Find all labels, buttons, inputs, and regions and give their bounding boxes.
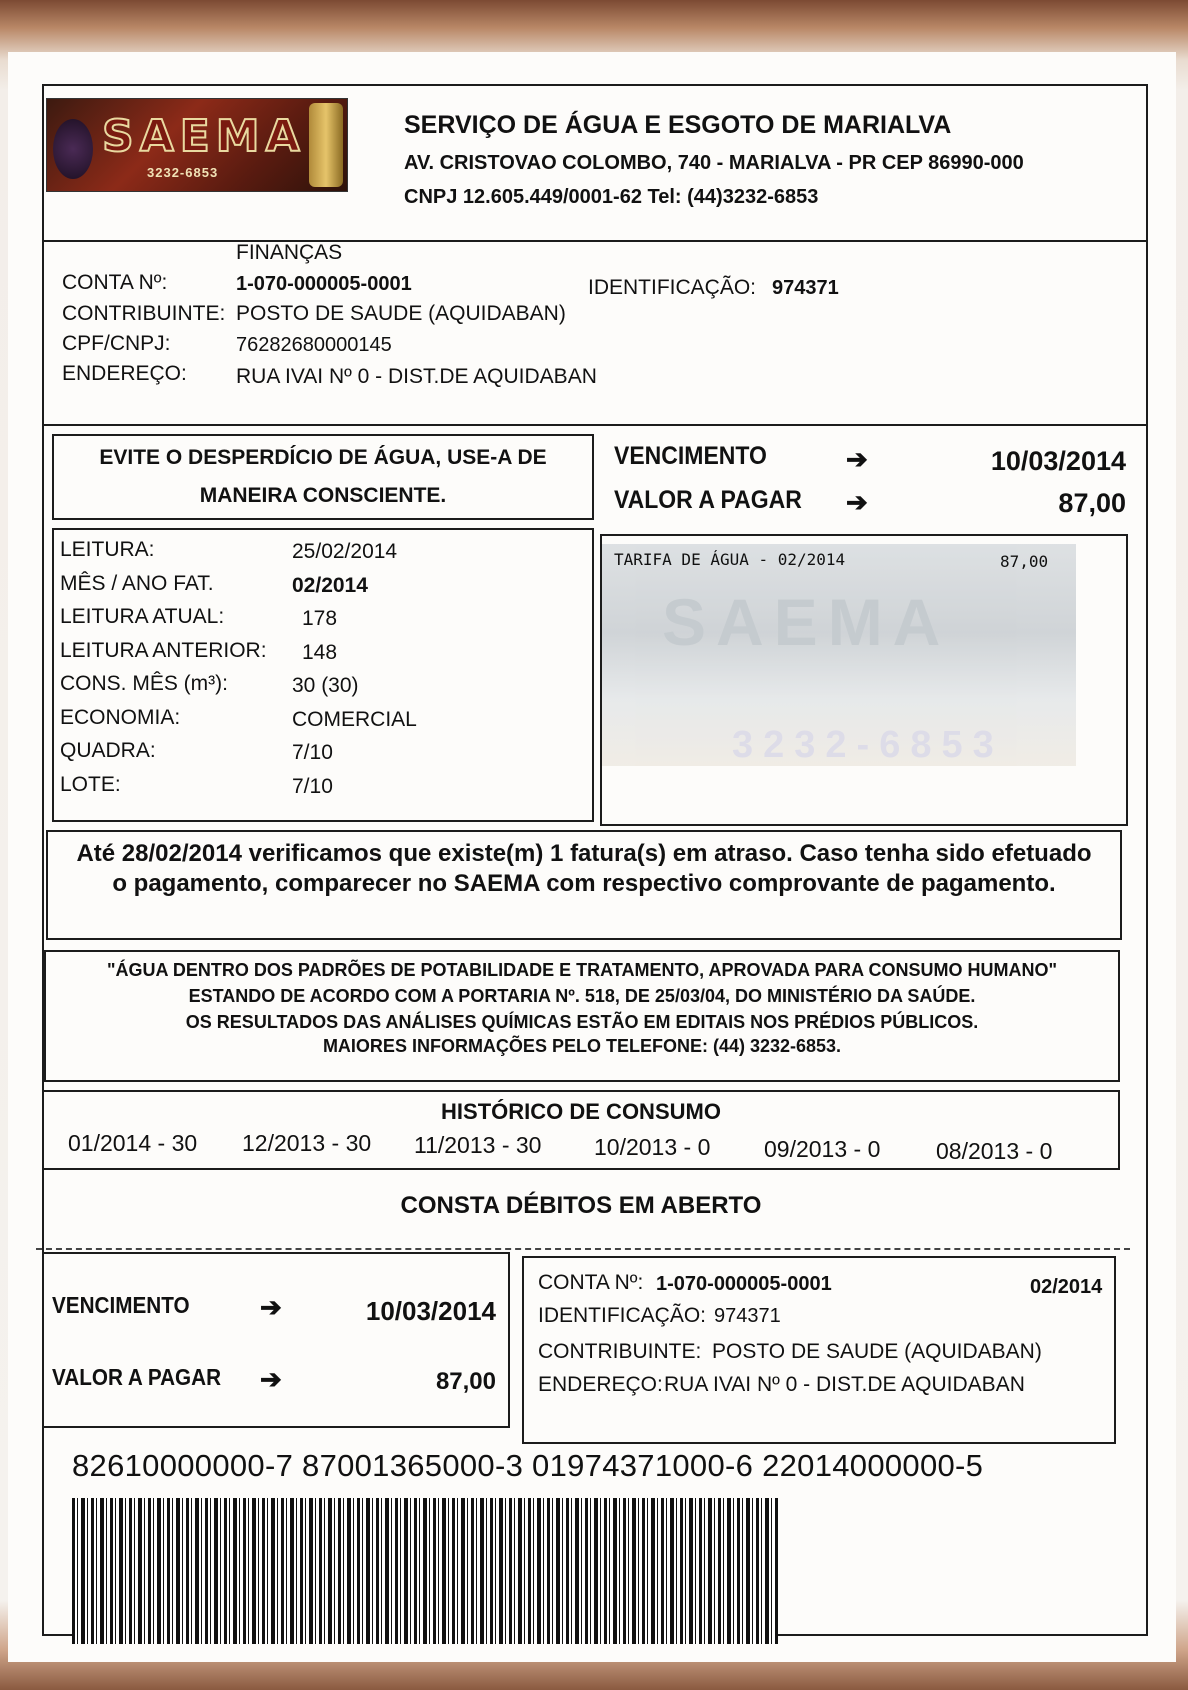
department-label: FINANÇAS <box>236 241 343 264</box>
stub-due-arrow-icon: ➔ <box>260 1292 282 1322</box>
amount-label: VALOR A PAGAR <box>614 486 802 514</box>
conservation-notice-line1: EVITE O DESPERDÍCIO DE ÁGUA, USE-A DE <box>99 446 547 469</box>
account-label: CONTA Nº: <box>62 271 168 294</box>
overdue-line1: Até 28/02/2014 verificamos que existe(m) 1 fatura(s) em atraso. Caso tenha sido efetuado <box>76 840 1092 867</box>
reading-label: LEITURA: <box>60 538 155 561</box>
company-cnpj-phone: CNPJ 12.605.449/0001-62 Tel: (44)3232-6853 <box>404 186 819 208</box>
stub-account-label: CONTA Nº: <box>538 1271 644 1294</box>
stub-identification-label: IDENTIFICAÇÃO: <box>538 1304 707 1327</box>
cut-line <box>36 1248 1130 1250</box>
stub-period: 02/2014 <box>1030 1276 1103 1298</box>
account-value: 1-070-000005-0001 <box>236 273 412 295</box>
reading-value: COMERCIAL <box>292 707 417 731</box>
contributor-value: POSTO DE SAUDE (AQUIDABAN) <box>236 302 566 325</box>
charge-item-label: TARIFA DE ÁGUA - 02/2014 <box>614 550 846 569</box>
history-item: 01/2014 - 30 <box>68 1130 198 1156</box>
reading-label: QUADRA: <box>60 739 156 762</box>
history-item: 11/2013 - 30 <box>414 1132 542 1158</box>
cpf-label: CPF/CNPJ: <box>62 332 171 355</box>
quality-line4: MAIORES INFORMAÇÕES PELO TELEFONE: (44) 3232-6853. <box>322 1036 842 1056</box>
saema-watermark-image <box>602 544 1076 766</box>
reading-label: LOTE: <box>60 772 121 796</box>
reading-value: 148 <box>302 640 338 664</box>
saema-logo <box>46 98 348 192</box>
stub-amount-arrow-icon: ➔ <box>260 1364 282 1394</box>
customer-box <box>42 240 1148 426</box>
address-label: ENDEREÇO: <box>62 362 187 385</box>
address-value: RUA IVAI Nº 0 - DIST.DE AQUIDABAN <box>236 365 597 388</box>
quality-line2: ESTANDO DE ACORDO COM A PORTARIA Nº. 518, DE 25/03/04, DO MINISTÉRIO DA SAÚDE. <box>188 986 976 1006</box>
reading-label: MÊS / ANO FAT. <box>60 571 214 595</box>
conservation-notice-line2: MANEIRA CONSCIENTE. <box>199 484 447 507</box>
grape-icon <box>53 119 93 179</box>
stub-identification-value: 974371 <box>714 1305 781 1327</box>
amount-value: 87,00 <box>1058 488 1126 518</box>
history-item: 09/2013 - 0 <box>764 1136 881 1162</box>
reading-value: 30 (30) <box>292 674 359 697</box>
due-label: VENCIMENTO <box>614 442 767 470</box>
logo-word: SAEMA <box>102 111 306 162</box>
barcode-digit-line: 82610000000-7 87001365000-3 01974371000-6 22014000000-5 <box>72 1448 984 1483</box>
due-arrow-icon: ➔ <box>846 444 868 474</box>
identification-value: 974371 <box>772 277 839 299</box>
watermark-phone-text: 3232-6853 <box>732 724 1004 766</box>
identification-label: IDENTIFICAÇÃO: <box>588 276 757 299</box>
reading-label: LEITURA ANTERIOR: <box>60 638 267 662</box>
company-name: SERVIÇO DE ÁGUA E ESGOTO DE MARIALVA <box>404 111 952 139</box>
due-value: 10/03/2014 <box>990 446 1126 476</box>
stub-amount-label: VALOR A PAGAR <box>52 1364 222 1390</box>
reading-value: 7/10 <box>292 774 333 798</box>
amount-arrow-icon: ➔ <box>846 487 868 517</box>
reading-label: ECONOMIA: <box>60 705 181 729</box>
charge-item-value: 87,00 <box>1000 552 1049 571</box>
faucet-icon <box>309 103 343 187</box>
reading-value: 178 <box>302 607 338 630</box>
reading-label: CONS. MÊS (m³): <box>60 672 228 695</box>
history-item: 10/2013 - 0 <box>594 1134 711 1160</box>
stub-due-value: 10/03/2014 <box>365 1296 496 1326</box>
stub-address-value: RUA IVAI Nº 0 - DIST.DE AQUIDABAN <box>664 1373 1025 1396</box>
cpf-value: 76282680000145 <box>236 334 392 356</box>
stub-due-label: VENCIMENTO <box>52 1292 190 1318</box>
logo-phone: 3232-6853 <box>147 165 219 180</box>
history-item: 08/2013 - 0 <box>936 1138 1053 1164</box>
reading-label: LEITURA ATUAL: <box>60 605 225 628</box>
quality-line1: "ÁGUA DENTRO DOS PADRÕES DE POTABILIDADE E TRATAMENTO, APROVADA PARA CONSUMO HUMANO" <box>106 960 1058 980</box>
stub-contributor-value: POSTO DE SAUDE (AQUIDABAN) <box>712 1340 1042 1363</box>
open-debts-notice: CONSTA DÉBITOS EM ABERTO <box>400 1192 762 1219</box>
stub-amount-value: 87,00 <box>435 1368 496 1395</box>
watermark-logo-text: SAEMA <box>662 585 951 659</box>
reading-value: 25/02/2014 <box>292 540 398 563</box>
stub-account-value: 1-070-000005-0001 <box>656 1273 832 1295</box>
history-item: 12/2013 - 30 <box>242 1130 372 1156</box>
stub-contributor-label: CONTRIBUINTE: <box>538 1340 702 1363</box>
quality-line3: OS RESULTADOS DAS ANÁLISES QUÍMICAS ESTÃO EM EDITAIS NOS PRÉDIOS PÚBLICOS. <box>185 1012 979 1032</box>
reading-value: 02/2014 <box>292 573 368 597</box>
company-address: AV. CRISTOVAO COLOMBO, 740 - MARIALVA - PR CEP 86990-000 <box>404 152 1024 174</box>
history-title: HISTÓRICO DE CONSUMO <box>441 1099 721 1124</box>
stub-address-label: ENDEREÇO: <box>538 1373 663 1396</box>
reading-value: 7/10 <box>292 741 333 764</box>
stub-payment-box <box>42 1252 510 1428</box>
overdue-line2: o pagamento, comparecer no SAEMA com respectivo comprovante de pagamento. <box>112 870 1056 897</box>
contributor-label: CONTRIBUINTE: <box>62 302 226 325</box>
barcode-image <box>72 1498 778 1644</box>
